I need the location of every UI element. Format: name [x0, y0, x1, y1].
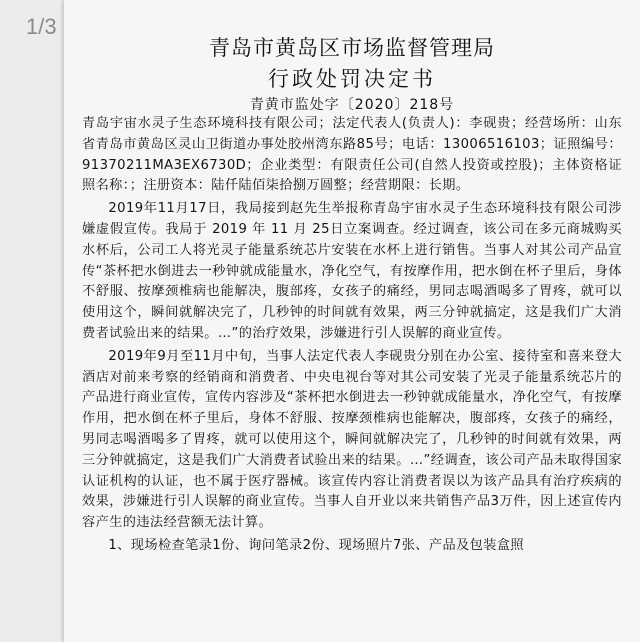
investigation-paragraph: 2019年9月至11月中旬，当事人法定代表人李砚贵分别在办公室、接待室和喜来登大酒店对前来考察的经销商和消费者、中央电视台等对其公司安装了光灵子能量系统芯片的产品进行商业宣传，宣传内容涉及“茶杯把水倒进去一秒钟就成能量水，净化空气，有按摩作用，把水倒在杯子里后，身体不舒服、按摩颈椎病也能解决，腹部疼，女孩子的痛经，男同志喝酒喝多了胃疼，就可以使用这个，瞬间就解决完了，几秒钟的时间就有效果，两三分钟就搞定，这是我们广大消费者试验出来的结果。…”经调查，该公司产品未取得国家认证机构的认证，也不属于医疗器械。该宣传内容让消费者误以为该产品具有治疗疾病的效果，涉嫌进行引人误解的商业宣传。当事人自开业以来共销售产品3万件，因上述宣传内容产生的违法经营额无法计算。 [82, 348, 622, 531]
document-number: 青黄市监处字〔2020〕218号 [249, 97, 455, 113]
party-info-paragraph: 青岛宇宙水灵子生态环境科技有限公司；法定代表人(负责人)：李砚贵；经营场所：山东省青岛市黄岛区灵山卫街道办事处胶州湾东路85号；电话：13006516103；证照编号：91370211MA3EX6730D；企业类型：有限责任公司(自然人投资或控股)；主体资格证照名称：；注册资本：陆仟陆佰柒拾捌万圆整；经营期限：长期。 [82, 116, 622, 194]
case-facts-paragraph: 2019年11月17日，我局接到赵先生举报称青岛宇宙水灵子生态环境科技有限公司涉嫌虚假宣传。我局于 2019 年 11 月 25日立案调查。经过调查，该公司在多元商城购买水杯后，公司工人将光灵子能量系统芯片安装在水杯上进行销售。当事人对其公司产品宣传“茶杯把水倒进去一秒钟就成能量水，净化空气，有按摩作用，把水倒在杯子里后，身体不舒服、按摩颈椎病也能解决，腹部疼，女孩子的痛经，男同志喝酒喝多了胃疼，就可以使用这个，瞬间就解决完了，几秒钟的时间就有效果，两三分钟就搞定，这是我们广大消费者试验出来的结果。…”的治疗效果，涉嫌进行引人误解的商业宣传。 [82, 201, 622, 341]
document-title: 行政处罚决定书 [268, 67, 436, 91]
document-page [64, 0, 640, 642]
evidence-list-item: 1、现场检查笔录1份、询问笔录2份、现场照片7张、产品及包装盒照 [108, 537, 524, 553]
issuing-authority-title: 青岛市黄岛区市场监督管理局 [209, 36, 495, 60]
document-body [82, 114, 622, 557]
page-indicator: 1/3 [26, 14, 57, 39]
